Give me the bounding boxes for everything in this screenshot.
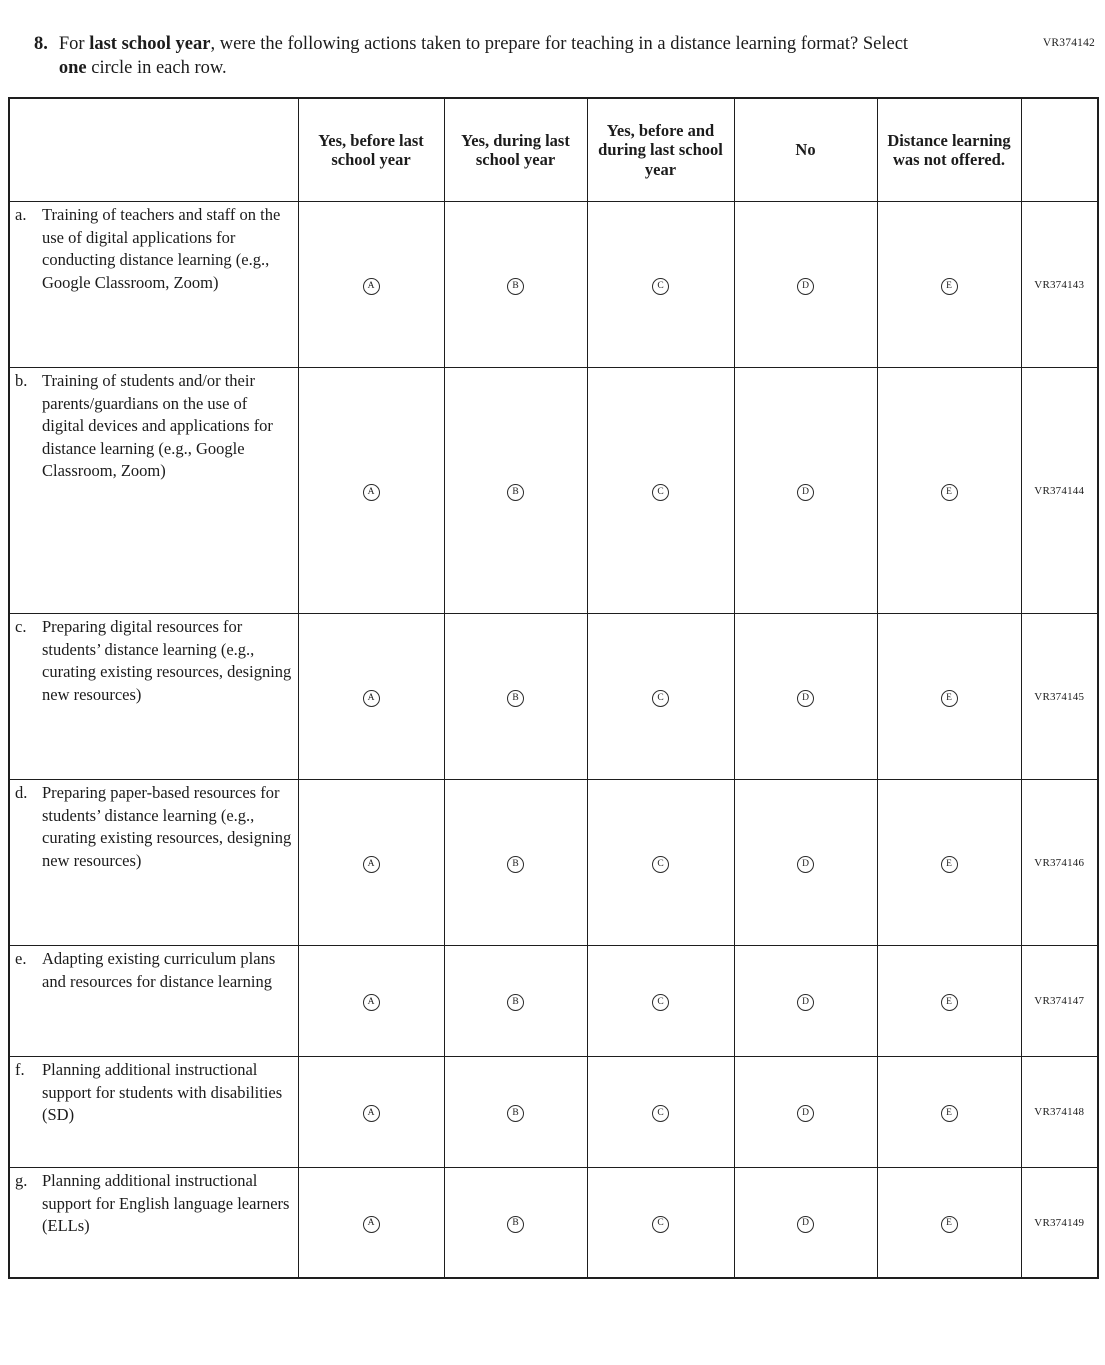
column-header-yes-during: Yes, during last school year (444, 98, 587, 202)
option-circle-C[interactable]: C (652, 856, 669, 873)
option-cell-E (877, 614, 1021, 780)
option-circle-A[interactable]: A (363, 1105, 380, 1122)
option-circle-C[interactable]: C (652, 690, 669, 707)
row-label-cell (9, 1168, 298, 1278)
option-cell-A (298, 202, 444, 368)
option-cell-D (734, 1057, 877, 1168)
column-header-no: No (734, 98, 877, 202)
table-row-g (9, 1168, 1098, 1278)
option-circle-D[interactable]: D (797, 690, 814, 707)
question-text-part: circle in each row. (86, 58, 227, 79)
option-circle-B[interactable]: B (507, 278, 524, 295)
option-cell-A (298, 614, 444, 780)
row-code: VR374147 (1021, 946, 1098, 1057)
column-header-not-offered: Distance learning was not offered. (877, 98, 1021, 202)
row-label-cell (9, 946, 298, 1057)
option-cell-A (298, 946, 444, 1057)
option-cell-D (734, 946, 877, 1057)
option-cell-D (734, 780, 877, 946)
question-table (8, 97, 1099, 1279)
option-cell-E (877, 946, 1021, 1057)
table-row-d (9, 780, 1098, 946)
option-circle-D[interactable]: D (797, 1216, 814, 1233)
option-circle-A[interactable]: A (363, 1216, 380, 1233)
row-text: Planning additional instructional support for English language learners (ELLs) (42, 1171, 290, 1236)
question-text-part: , were the following actions taken to prepare for teaching in a distance learning format? Select (210, 34, 909, 54)
table-row-c (9, 614, 1098, 780)
option-circle-B[interactable]: B (507, 1105, 524, 1122)
row-text: Preparing digital resources for students’ distance learning (e.g., curating existing resources, designing new resources) (42, 617, 292, 704)
option-cell-C (587, 614, 734, 780)
option-cell-E (877, 368, 1021, 614)
option-cell-C (587, 1168, 734, 1278)
option-circle-C[interactable]: C (652, 994, 669, 1011)
option-cell-E (877, 780, 1021, 946)
option-cell-A (298, 368, 444, 614)
row-label-cell (9, 614, 298, 780)
page-code: VR374142 (1042, 37, 1095, 49)
question-text-part: For (58, 34, 90, 54)
option-circle-D[interactable]: D (797, 278, 814, 295)
option-circle-C[interactable]: C (652, 1216, 669, 1233)
row-letter: f. (15, 1060, 25, 1080)
option-circle-A[interactable]: A (363, 278, 380, 295)
row-text: Training of teachers and staff on the use of digital applications for conducting distance learning (e.g., Google Classroom, Zoom) (42, 205, 281, 292)
option-circle-A[interactable]: A (363, 856, 380, 873)
option-circle-D[interactable]: D (797, 856, 814, 873)
option-cell-C (587, 202, 734, 368)
option-circle-D[interactable]: D (797, 1105, 814, 1122)
option-circle-B[interactable]: B (507, 994, 524, 1011)
option-circle-A[interactable]: A (363, 994, 380, 1011)
option-cell-B (444, 946, 587, 1057)
option-cell-A (298, 1057, 444, 1168)
option-cell-E (877, 202, 1021, 368)
row-letter: a. (15, 205, 27, 225)
option-circle-B[interactable]: B (507, 484, 524, 501)
option-circle-E[interactable]: E (941, 856, 958, 873)
row-text: Planning additional instructional support for students with disabilities (SD) (42, 1060, 283, 1125)
row-code: VR374148 (1021, 1057, 1098, 1168)
option-cell-C (587, 780, 734, 946)
option-cell-B (444, 202, 587, 368)
row-text: Training of students and/or their parents/guardians on the use of digital devices and applications for distance learning (e.g., Google Classroom, Zoom) (42, 371, 273, 481)
row-code: VR374149 (1021, 1168, 1098, 1278)
option-circle-E[interactable]: E (941, 1105, 958, 1122)
header-empty-code (1021, 98, 1098, 202)
row-letter: g. (15, 1171, 28, 1191)
column-header-yes-before: Yes, before last school year (298, 98, 444, 202)
option-circle-B[interactable]: B (507, 1216, 524, 1233)
option-circle-C[interactable]: C (652, 1105, 669, 1122)
column-header-yes-before-and-during: Yes, before and during last school year (587, 98, 734, 202)
option-circle-E[interactable]: E (941, 690, 958, 707)
row-text: Preparing paper-based resources for students’ distance learning (e.g., curating existing resources, designing new resources) (42, 783, 292, 870)
row-code: VR374143 (1021, 202, 1098, 368)
row-code: VR374146 (1021, 780, 1098, 946)
option-cell-C (587, 368, 734, 614)
table-row-f (9, 1057, 1098, 1168)
option-circle-A[interactable]: A (363, 484, 380, 501)
option-circle-C[interactable]: C (652, 484, 669, 501)
option-circle-E[interactable]: E (941, 278, 958, 295)
row-letter: c. (15, 617, 27, 637)
row-text: Adapting existing curriculum plans and resources for distance learning (42, 949, 276, 991)
option-circle-E[interactable]: E (941, 484, 958, 501)
option-circle-B[interactable]: B (507, 690, 524, 707)
row-label-cell (9, 368, 298, 614)
option-cell-D (734, 1168, 877, 1278)
option-cell-A (298, 1168, 444, 1278)
option-circle-E[interactable]: E (941, 1216, 958, 1233)
option-circle-A[interactable]: A (363, 690, 380, 707)
question-text (59, 32, 911, 81)
option-cell-B (444, 780, 587, 946)
option-cell-E (877, 1057, 1021, 1168)
question-block (34, 32, 1105, 81)
option-cell-C (587, 1057, 734, 1168)
table-row-b (9, 368, 1098, 614)
option-cell-E (877, 1168, 1021, 1278)
option-circle-E[interactable]: E (941, 994, 958, 1011)
table-row-e (9, 946, 1098, 1057)
question-text-bold: one (58, 58, 87, 79)
header-empty-label (9, 98, 298, 202)
option-circle-B[interactable]: B (507, 856, 524, 873)
option-cell-D (734, 368, 877, 614)
option-circle-D[interactable]: D (797, 484, 814, 501)
header-row (9, 98, 1098, 202)
row-code: VR374144 (1021, 368, 1098, 614)
option-cell-D (734, 614, 877, 780)
row-label-cell (9, 202, 298, 368)
row-letter: d. (15, 783, 28, 803)
option-cell-B (444, 614, 587, 780)
question-number: 8. (34, 34, 48, 54)
row-label-cell (9, 780, 298, 946)
table-row-a (9, 202, 1098, 368)
row-label-cell (9, 1057, 298, 1168)
option-cell-B (444, 1168, 587, 1278)
row-code: VR374145 (1021, 614, 1098, 780)
option-circle-C[interactable]: C (652, 278, 669, 295)
option-cell-A (298, 780, 444, 946)
row-letter: b. (15, 371, 28, 391)
option-cell-D (734, 202, 877, 368)
option-circle-D[interactable]: D (797, 994, 814, 1011)
option-cell-B (444, 1057, 587, 1168)
option-cell-C (587, 946, 734, 1057)
option-cell-B (444, 368, 587, 614)
row-letter: e. (15, 949, 27, 969)
question-text-bold: last school year (89, 34, 211, 54)
